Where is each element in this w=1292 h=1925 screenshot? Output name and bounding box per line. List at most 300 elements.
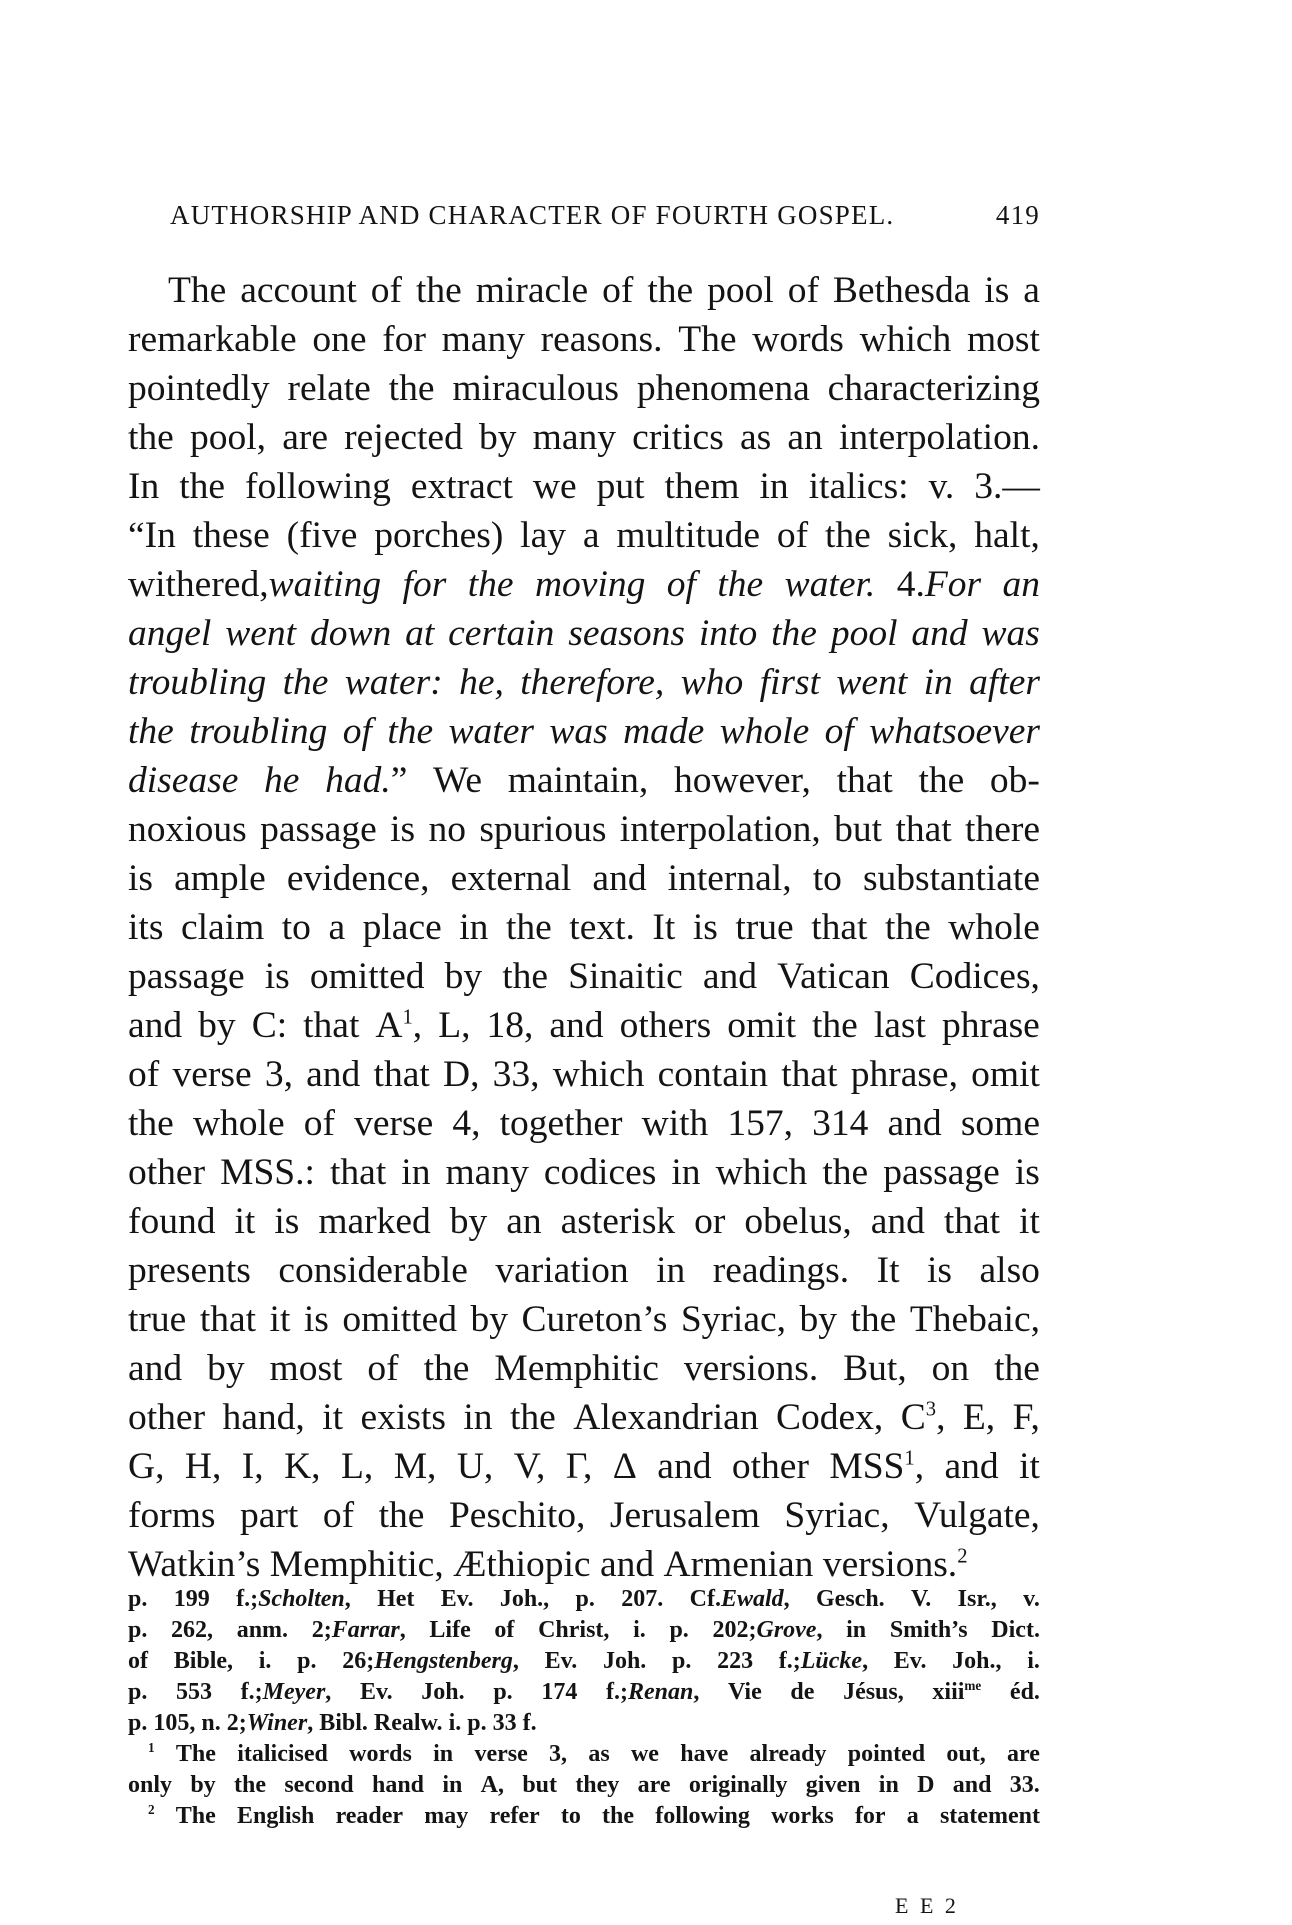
word: Cf.Ewald, [689,1586,790,1612]
word: MSS.: [220,1152,315,1193]
word: Γ, [565,1446,593,1487]
word: many [445,1152,529,1193]
word: halt, [974,515,1040,556]
word: Het [377,1586,415,1612]
word: the [850,1299,897,1340]
word: V. [911,1586,932,1612]
word: in [656,1250,686,1291]
word: of [128,1648,148,1674]
word: versions. [683,1348,819,1389]
word: p. [575,1586,595,1612]
word: some [960,1103,1040,1144]
word: the [994,1348,1040,1389]
word: the [282,662,329,703]
word: Ev. [359,1679,393,1705]
word: as [588,1741,610,1767]
word: ample [174,858,266,899]
word: true [735,907,794,948]
word: p. [493,1679,513,1705]
body-line [128,1246,1040,1295]
word: noxious [128,809,247,850]
word: following [655,1803,750,1829]
word: we [630,1741,659,1767]
word: it [269,1299,291,1340]
word: Thebaic, [909,1299,1040,1340]
word: of [602,270,634,311]
word: pointed [847,1741,926,1767]
word: 1 [148,1740,155,1755]
word: whole [948,907,1040,948]
word: as [739,417,772,458]
word: that [373,1054,430,1095]
word: multitude [616,515,761,556]
word: is [274,1201,300,1242]
word: F, [1012,1397,1040,1438]
word: is [1014,1152,1040,1193]
word: Peschito, [448,1495,586,1536]
word: 3.— [974,466,1040,507]
word: relate [287,368,371,409]
word: and [952,1772,992,1798]
word: English [236,1803,315,1829]
word: variation [495,1250,629,1291]
word: together [499,1103,623,1144]
word: words [752,319,844,360]
word: Syriac, [680,1299,786,1340]
word: an [1002,564,1040,605]
word: whatsoever [869,711,1040,752]
word: one [312,319,367,360]
word: of [303,1103,335,1144]
word: the [824,515,871,556]
word: following [245,466,391,507]
word: that [303,1005,360,1046]
body-line [128,756,1040,805]
word: words [349,1741,412,1767]
word: a [328,907,346,948]
word: or [694,1201,726,1242]
word: second [284,1772,354,1798]
body-line [128,805,1040,854]
word: Jerusalem [609,1495,760,1536]
word: a [906,1803,919,1829]
word: the [822,1152,869,1193]
word: the [128,1103,174,1144]
word: italicised [237,1741,328,1767]
word: f. [522,1710,537,1736]
word: L, [340,1446,374,1487]
word: 202;Grove, [712,1617,823,1643]
word: Joh. [421,1679,465,1705]
word: Christ, [538,1617,610,1643]
word: is [984,270,1010,311]
word: 3, [549,1741,568,1767]
word: Syriac, [784,1495,890,1536]
word: Alexandrian [573,1397,759,1438]
word: Smith’s [889,1617,968,1643]
word: U, [456,1446,494,1487]
word: others [619,1005,712,1046]
word: they [575,1772,620,1798]
word: In [128,466,160,507]
word: v. [1023,1586,1040,1612]
word: 26;Hengstenberg, [342,1648,519,1674]
word: the [378,1495,425,1536]
word: forms [128,1495,216,1536]
word: f.;Renan, [605,1679,700,1705]
word: (five [286,515,358,556]
page-number: 419 [995,200,1040,230]
word: it [322,1397,344,1438]
word: put [596,466,645,507]
word: verse [172,1054,252,1095]
word: G, [128,1446,165,1487]
word: by [479,417,517,458]
word: passage [128,956,245,997]
word: sick, [887,515,958,556]
word: the [812,1005,858,1046]
word: disease [128,760,239,801]
word: was [981,613,1040,654]
word: had.” [325,760,408,801]
word: marked [318,1201,431,1242]
word: anm. [236,1617,289,1643]
word: de [790,1679,815,1705]
word: Ev. [544,1648,578,1674]
word: phrase, [850,1054,958,1095]
word: L, [438,1005,471,1046]
body-line [128,1001,1040,1050]
word: 314 [812,1103,869,1144]
body-line [128,1050,1040,1099]
word: works [771,1803,834,1829]
word: the [128,417,174,458]
word: that [811,907,868,948]
word: lay [520,515,566,556]
body-line [128,462,1040,511]
word: troubling [128,662,267,703]
word: Δ [612,1446,637,1487]
word: for [382,319,426,360]
word: many [532,417,616,458]
word: rejected [344,417,463,458]
word: which [859,319,952,360]
word: Ev. [893,1648,927,1674]
word: the [771,613,817,654]
word: but [834,809,883,850]
word: to [281,907,311,948]
word: Vatican [777,956,890,997]
word: hand [371,1772,425,1798]
word: K, [284,1446,321,1487]
word: and [306,1054,361,1095]
word: 4, [452,1103,481,1144]
word: other [128,1397,206,1438]
word: passage [260,809,377,850]
word: which [552,1054,645,1095]
word: 2;Winer, [226,1710,314,1736]
word: Dict. [991,1617,1040,1643]
body-line [128,1148,1040,1197]
body-line [128,266,1040,315]
word: Vulgate, [914,1495,1040,1536]
word: after [969,662,1040,703]
word: is [264,956,290,997]
word: originally [688,1772,788,1798]
word: The [678,319,737,360]
word: of [128,1054,160,1095]
word: hand, [222,1397,305,1438]
word: for [402,564,447,605]
word: its [128,907,164,948]
word: Bible, [173,1648,234,1674]
word: p. [669,1617,689,1643]
word: the [647,270,694,311]
word: p. [128,1586,148,1612]
word: V, [513,1446,546,1487]
word: and [702,956,758,997]
word: by [799,1299,837,1340]
footnote-line [128,1615,1040,1646]
word: remarkable [128,319,297,360]
word: The [175,1741,216,1767]
word: verse [474,1741,528,1767]
word: and [592,858,647,899]
word: water. [784,564,876,605]
word: and [944,1446,999,1487]
word: C: [251,1005,288,1046]
word: The [175,1803,216,1829]
word: Armenian [663,1544,814,1585]
word: of [776,515,809,556]
word: Cureton’s [521,1299,668,1340]
word: and [911,613,968,654]
word: M, [393,1446,437,1487]
word: considerable [278,1250,468,1291]
word: he, [459,662,504,703]
word: part [240,1495,299,1536]
word: 223 [717,1648,754,1674]
word: Joh. [602,1648,647,1674]
word: made [623,711,705,752]
word: are [637,1772,671,1798]
word: codices [543,1152,657,1193]
word: to [560,1803,581,1829]
word: in [846,1617,867,1643]
word: Joh., [499,1586,550,1612]
word: of [666,564,696,605]
word: of [824,711,854,752]
word: n. [201,1710,221,1736]
word: readings. [712,1250,850,1291]
word: verse [354,1103,434,1144]
word: with [641,1103,709,1144]
word: no [428,809,466,850]
word: the [179,466,226,507]
body-line [128,952,1040,1001]
word: Jésus, [843,1679,904,1705]
word: by [444,956,483,997]
word: of [367,1348,399,1389]
word: of [370,270,403,311]
word: Bibl. [319,1710,368,1736]
word: spurious [479,809,607,850]
word: was [549,711,608,752]
word: many [441,319,525,360]
word: obelus, [744,1201,852,1242]
word: It [652,907,676,948]
word: the [509,1397,556,1438]
word: angel [128,613,212,654]
word: and [599,1544,655,1585]
word: the [387,711,434,752]
word: I, [241,1446,264,1487]
word: omitted [309,956,425,997]
word: p. [672,1648,692,1674]
word: Isr., [957,1586,997,1612]
word: the [918,760,965,801]
body-line [128,1540,1040,1589]
body-line [128,364,1040,413]
word: the [128,711,174,752]
word: Gesch. [816,1586,885,1612]
word: $A^1$, [375,1005,423,1046]
word: the [415,270,462,311]
word: on [931,1348,970,1389]
word: pointedly [128,368,270,409]
word: in [401,1152,431,1193]
word: the [388,368,435,409]
body-line [128,1295,1040,1344]
word: of [322,1495,355,1536]
main-paragraph [128,266,1040,1589]
footnote-line [128,1677,1040,1708]
word: withered,waiting [128,564,382,605]
word: went [836,662,908,703]
word: certain [448,613,555,654]
word: the [423,1348,470,1389]
word: phrase [941,1005,1040,1046]
word: of [494,1617,515,1643]
word: that [330,1152,387,1193]
word: i. [1027,1648,1040,1674]
word: f.;Scholten, [236,1586,351,1612]
word: “In [128,515,176,556]
word: p. [128,1710,148,1736]
word: Life [429,1617,471,1643]
word: text. [569,907,635,948]
word: most [269,1348,343,1389]
body-line [128,1491,1040,1540]
word: 2;Farrar, [311,1617,406,1643]
word: evidence, [286,858,430,899]
word: E, [962,1397,996,1438]
footnote-line [128,1770,1040,1801]
word: by [190,1772,216,1798]
word: the [467,564,514,605]
word: the [602,1803,635,1829]
word: Bethesda [832,270,971,311]
word: f.;Lücke, [778,1648,869,1674]
word: But, [843,1348,907,1389]
word: Codices, [909,956,1040,997]
word: 262, [171,1617,214,1643]
word: 105, [153,1710,196,1736]
word: have [680,1741,729,1767]
word: are [282,417,328,458]
word: and [887,1103,942,1144]
word: most [966,319,1040,360]
word: whole [192,1103,285,1144]
word: is [927,1250,953,1291]
word: in [923,662,953,703]
word: that [781,1054,838,1095]
word: 157, [727,1103,794,1144]
word: in [442,1772,463,1798]
word: and [128,1005,183,1046]
body-line [128,413,1040,462]
word: miraculous [452,368,620,409]
word: for [854,1803,886,1829]
word: by [207,1348,245,1389]
word: internal, [667,858,792,899]
word: 3, [264,1054,293,1095]
word: D [917,1772,935,1798]
word: by [470,1299,508,1340]
word: by [449,1201,488,1242]
word: found [128,1201,216,1242]
word: which [715,1152,808,1193]
word: out, [946,1741,986,1767]
word: may [424,1803,469,1829]
word: D, [442,1054,480,1095]
word: went [225,613,297,654]
word: p. [128,1617,148,1643]
word: place [362,907,442,948]
word: asterisk [560,1201,676,1242]
word: 33, [492,1054,540,1095]
word: it [1019,1446,1040,1487]
word: interpolation, [619,809,821,850]
word: contain [657,1054,769,1095]
word: account [240,270,357,311]
word: an [506,1201,542,1242]
word: in [759,466,789,507]
word: troubling [189,711,328,752]
word: f.;Meyer, [240,1679,332,1705]
word: also [979,1250,1040,1291]
word: Watkin’s [128,1544,261,1585]
word: is [128,858,154,899]
word: it [1019,1201,1040,1242]
word: éd. [1009,1679,1040,1705]
body-line [128,315,1040,364]
word: them [664,466,740,507]
body-line [128,707,1040,756]
word: that [895,809,952,850]
word: the [717,564,764,605]
word: other [731,1446,809,1487]
word: porches) [374,515,504,556]
word: omitted [342,1299,457,1340]
word: it [234,1201,256,1242]
word: pool [707,270,774,311]
word: 553 [176,1679,213,1705]
word: water: [344,662,443,703]
signature-mark: E E 2 [895,1893,959,1918]
word: the [884,907,931,948]
word: H, [184,1446,222,1487]
